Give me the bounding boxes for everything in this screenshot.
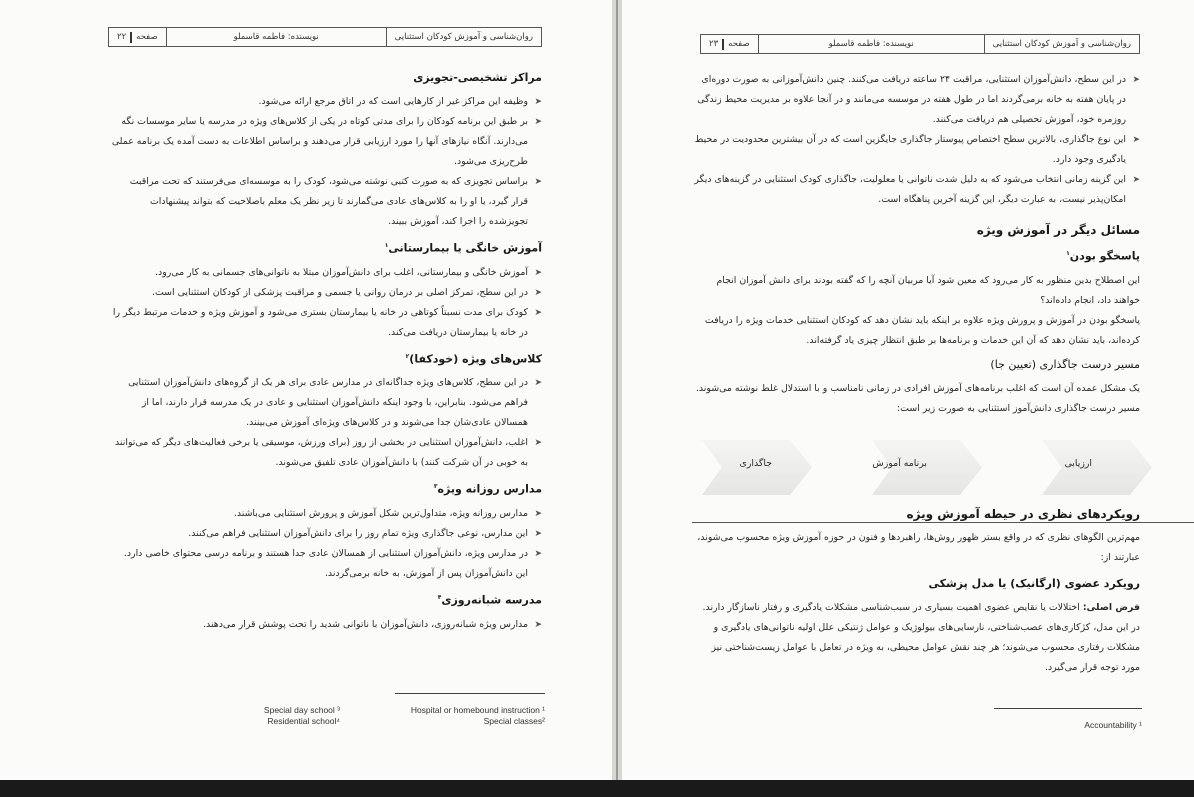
page-number-divider [130,32,132,43]
footnote: Accountability ¹ [1084,720,1142,730]
right-page-body-approaches [694,528,1140,678]
section-homebound [110,236,542,343]
paragraph: یک مشکل عمده آن است که اغلب برنامه‌های آموزش افرادی در زمانی نامناسب و با استدلال غلط نوشته می‌شوند. مسیر درست جاگذاری دانش‌آموز استثنایی به صورت زیر است: [695,382,1140,414]
bullet-item: ➤ آموزش خانگی و بیمارستانی، اغلب برای دانش‌آموزان مبتلا به ناتوانی‌های جسمانی به کار می‌رود. [110,263,542,283]
subsection-title-text: پاسخگو بودن [1069,249,1140,263]
section-title [110,477,542,500]
bullet-item: ➤ بر طبق این برنامه کودکان را برای مدتی کوتاه در یکی از کلاس‌های ویژه در مدرسه یا سایر موسسات نگه می‌دارند. آنگاه نیازهای آنها را مورد ارزیابی قرار می‌دهند و براساس اطلاعات به دست آمده یک برنامه عملی طرح‌ریزی می‌شود. [110,112,542,172]
book-title: روان‌شناسی و آموزش کودکان استثنایی [992,39,1131,49]
right-page-header [700,34,1140,54]
section-title-text: مدرسه شبانه‌روزی [441,593,542,607]
bullet-item: ➤ در مدارس ویژه، دانش‌آموزان استثنایی از همسالان عادی جدا هستند و برنامه درسی محتوای خاصی دارد. این دانش‌آموزان پس از آموزش، به خانه برمی‌گردند. [110,544,542,584]
bullet-item: ➤ این گزینه زمانی انتخاب می‌شود که به دلیل شدت ناتوانی یا معلولیت، جاگذاری کودک استثنایی در گزینه‌های دیگر امکان‌پذیر نیست، به عبارت دیگر، این گزینه آخرین پناهگاه است. [694,170,1140,210]
section-residential-school [110,588,542,635]
footnote: Special classes² [483,716,545,726]
paragraph [694,598,1140,618]
footnotes-right-col [385,705,545,727]
bullet-item: ➤ این نوع جاگذاری، بالاترین سطح اختصاص پیوستار جاگذاری جایگزین است که در آن بیشترین محدودیت در محیط یادگیری وجود دارد. [694,130,1140,170]
bullet-item: ➤ وظیفه این مراکز غیر از کارهایی است که در اتاق مرجع ارائه می‌شود. [110,92,542,112]
book-title: روان‌شناسی و آموزش کودکان استثنایی [394,32,533,42]
section-title [110,347,542,370]
paragraph: پاسخگو بودن در آموزش و پرورش ویژه علاوه بر اینکه باید نشان دهد که کودکان استثنایی خدمات ویژه را دریافت کرده‌اند، باید نشان دهد که آن این خدمات و برنامه‌ها بر طبق انتظار چیزی یاد گرفته‌اند. [704,314,1140,346]
section-title: مسائل دیگر در آموزش ویژه [976,223,1140,237]
subsection-title: مسیر درست جاگذاری (تعیین جا) [990,357,1140,371]
page-number-cell [109,28,166,46]
bullet-item: ➤ در این سطح، تمرکز اصلی بر درمان روانی یا جسمی و مراقبت پزشکی از کودکان استثنایی است. [110,283,542,303]
footnote-ref: ۱ [1066,250,1070,257]
page-label: صفحه [136,32,158,42]
section-title [110,588,542,611]
flow-step-evaluation: ارزیابی [1064,458,1092,469]
paragraph: این اصطلاح بدین منظور به کار می‌رود که معین شود آیا مربیان آنچه را که گفته بودند برای دانش آموزان انجام خواهند داد، انجام داده‌اند؟ [716,274,1140,306]
assumption-label: فرض اصلی: [1082,602,1140,613]
assumption-text: اختلالات یا نقایص عضوی اهمیت بسیاری در سبب‌شناسی مشکلات یادگیری و رفتار ناسازگار دارند. [702,602,1080,613]
footnote-rule [395,693,545,694]
flow-arrow-1 [1042,440,1152,495]
section-diagnostic-centers [110,68,542,232]
section-title [110,236,542,259]
footnote-ref: ۳ [433,483,438,491]
viewer-bottom-bar [0,780,1194,797]
bullet-item: ➤ در این سطح، دانش‌آموزان استثنایی، مراقبت ۲۴ ساعته دریافت می‌کنند. چنین دانش‌آموزانی به صورت دوره‌ای در پایان هفته به خانه برمی‌گردند اما در طول هفته در موسسه می‌مانند و در آنجا علاوه بر مدیریت محیط زندگی روزمره خود، آموزش تحصیلی هم دریافت می‌کنند. [694,70,1140,130]
bullet-item: ➤ مدارس ویژه شبانه‌روزی، دانش‌آموزان با ناتوانی شدید را تحت پوشش قرار می‌دهند. [110,615,542,635]
section-title-text: کلاس‌های ویژه (خودکفا) [409,352,542,366]
section-title-text: آموزش خانگی یا بیمارستانی [388,241,542,255]
section-title: رویکردهای نظری در حیطه آموزش ویژه [906,507,1140,521]
page-number-divider [722,39,724,50]
bullet-item: ➤ این مدارس، نوعی جاگذاری ویژه تمام روز را برای دانش‌آموزان استثنایی فراهم می‌کنند. [110,524,542,544]
author-name: نویسنده: فاطمه قاسملو [166,28,387,46]
section-title-text: مدارس روزانه ویژه [437,482,542,496]
footnote-ref: ۴ [437,593,442,601]
bullet-item: ➤ در این سطح، کلاس‌های ویژه جداگانه‌ای در مدارس عادی برای هر یک از گروه‌های دانش‌آموزان استثنایی فراهم می‌شود. بنابراین، با وجود اینکه دانش‌آموزان استثنایی و عادی در یک مدرسه قرار دارند، اما از همسالان عادی‌شان جدا می‌شوند و در کلاس‌های ویژه‌ای آموزش می‌بینند. [110,373,542,433]
footnote-rule [994,708,1142,709]
section-title: مراکز تشخیصی-تجویزی [413,71,542,84]
section-special-day-schools [110,477,542,584]
right-page-body-top [694,70,1140,419]
book-gutter [612,0,622,780]
paragraph: مهم‌ترین الگوهای نظری که در واقع بستر ظهور روش‌ها، راهبردها و فنون در حوزه آموزش ویژه محسوب می‌شوند، عبارتند از: [697,532,1140,563]
subsection-title: رویکرد عضوی (ارگانیک) یا مدل پزشکی [928,577,1140,590]
footnote-ref: ۲ [405,352,410,360]
footnote: Residential school⁴ [267,716,340,726]
bullet-item: ➤ براساس تجویزی که به صورت کتبی نوشته می‌شود، کودک را به موسسه‌ای می‌فرستند که تحت مراقبت قرار گیرد، یا او را به کلاس‌های عادی می‌گمارند تا زیر نظر یک معلم باصلاحیت که بتواند پیشنهادات تجویزشده را اجرا کند، آموزش ببیند. [110,172,542,232]
paragraph: در این مدل، کژکاری‌های عصب‌شناختی، نارسایی‌های بیولوژیک و عوامل ژنتیکی علل اولیه ناتوانی‌های یادگیری و مشکلات رفتاری محسوب می‌شوند؛ هر چند نقش عوامل محیطی، به ویژه در تعامل با عوامل زیست‌شناختی نیز مورد توجه قرار می‌گیرد. [711,622,1140,673]
footnote: Hospital or homebound instruction ¹ [410,705,545,715]
left-page-body [110,64,542,635]
section-underline [692,522,1194,523]
left-page-header [108,27,542,47]
page-number-cell [701,35,758,53]
bullet-item: ➤ اغلب، دانش‌آموزان استثنایی در بخشی از روز (برای ورزش، موسیقی یا برخی فعالیت‌های دیگر که می‌توانند به خوبی در آن شرکت کنند) با دانش‌آموزان عادی تلفیق می‌شوند. [110,433,542,473]
footnotes-left-col [190,705,340,727]
footnote: Special day school ³ [263,705,340,715]
right-page [622,0,1194,780]
right-page-body-bottom [694,500,1140,528]
page-number: ۲۲ [117,32,127,42]
bullet-item: ➤ کودک برای مدت نسبتاً کوتاهی در خانه یا بیمارستان بستری می‌شود و آموزش ویژه و خدمات مرتبط دیگر را در خانه یا بیمارستان دریافت می‌کند. [110,303,542,343]
bullet-item: ➤ مدارس روزانه ویژه، متداول‌ترین شکل آموزش و پرورش استثنایی می‌باشند. [110,504,542,524]
section-special-classes [110,347,542,474]
flow-step-education-plan: برنامه آموزش [872,458,927,469]
subsection-title [694,244,1140,267]
footnote-ref: ۱ [384,242,389,249]
flow-step-placement: جاگذاری [739,458,772,469]
placement-flow-diagram [682,440,1152,495]
page-label: صفحه [728,39,750,49]
page-number: ۲۳ [709,39,719,49]
author-name: نویسنده: فاطمه قاسملو [758,35,985,53]
